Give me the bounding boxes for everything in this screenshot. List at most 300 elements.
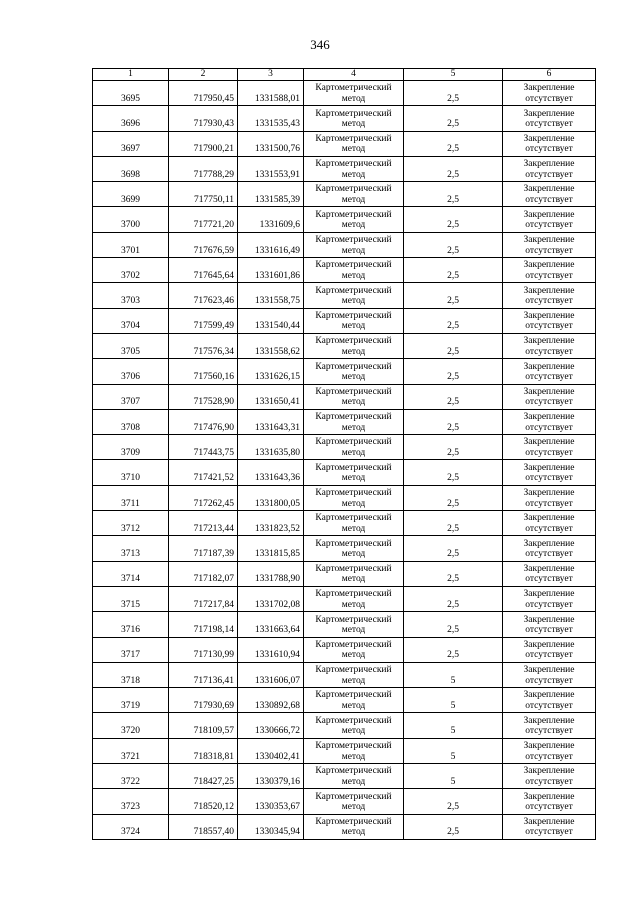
table-row: [93, 131, 596, 156]
fixing-cell: [503, 435, 596, 460]
y-coordinate-cell: 1331800,05: [238, 485, 304, 510]
fixing-line: Закрепление: [523, 260, 575, 271]
y-coordinate-cell: 1331643,31: [238, 409, 304, 434]
method-line: метод: [341, 473, 366, 484]
fixing-line: отсутствует: [525, 473, 573, 484]
fixing-cell: [503, 612, 596, 637]
table-row: [93, 81, 596, 106]
point-number-cell: 3720: [93, 713, 169, 738]
y-coordinate-cell: 1331626,15: [238, 359, 304, 384]
fixing-cell: [503, 333, 596, 358]
x-coordinate-cell: 717750,11: [169, 182, 238, 207]
method-line: метод: [341, 625, 366, 636]
method-cell: [304, 561, 404, 586]
fixing-line: отсутствует: [525, 726, 573, 737]
x-coordinate-cell: 717676,59: [169, 232, 238, 257]
method-line: метод: [341, 119, 366, 130]
accuracy-cell: 2,5: [404, 182, 503, 207]
accuracy-cell: 2,5: [404, 586, 503, 611]
x-coordinate-cell: 718318,81: [169, 738, 238, 763]
method-line: метод: [341, 574, 366, 585]
y-coordinate-cell: 1331635,80: [238, 435, 304, 460]
point-number-cell: 3703: [93, 283, 169, 308]
method-line: Картометрический: [315, 715, 392, 726]
fixing-cell: [503, 738, 596, 763]
x-coordinate-cell: 717560,16: [169, 359, 238, 384]
y-coordinate-cell: 1331610,94: [238, 637, 304, 662]
method-line: метод: [341, 827, 366, 838]
fixing-line: отсутствует: [525, 802, 573, 813]
column-header: 4: [304, 69, 404, 81]
method-line: метод: [341, 523, 366, 534]
fixing-line: Закрепление: [523, 133, 575, 144]
point-number-cell: 3724: [93, 814, 169, 839]
method-line: метод: [341, 599, 366, 610]
table-row: [93, 435, 596, 460]
fixing-cell: [503, 460, 596, 485]
column-header: 2: [169, 69, 238, 81]
table-row: [93, 612, 596, 637]
method-line: метод: [341, 169, 366, 180]
point-number-cell: 3716: [93, 612, 169, 637]
x-coordinate-cell: 717950,45: [169, 81, 238, 106]
fixing-line: отсутствует: [525, 372, 573, 383]
method-line: метод: [341, 220, 366, 231]
point-number-cell: 3708: [93, 409, 169, 434]
y-coordinate-cell: 1331500,76: [238, 131, 304, 156]
table-row: [93, 359, 596, 384]
fixing-line: отсутствует: [525, 321, 573, 332]
accuracy-cell: 5: [404, 713, 503, 738]
table-row: [93, 384, 596, 409]
point-number-cell: 3719: [93, 688, 169, 713]
y-coordinate-cell: 1331788,90: [238, 561, 304, 586]
accuracy-cell: 5: [404, 662, 503, 687]
fixing-line: Закрепление: [523, 412, 575, 423]
x-coordinate-cell: 717262,45: [169, 485, 238, 510]
y-coordinate-cell: 1331609,6: [238, 207, 304, 232]
method-cell: [304, 106, 404, 131]
fixing-cell: [503, 359, 596, 384]
fixing-line: Закрепление: [523, 741, 575, 752]
fixing-cell: [503, 384, 596, 409]
method-line: Картометрический: [315, 386, 392, 397]
point-number-cell: 3707: [93, 384, 169, 409]
x-coordinate-cell: 717182,07: [169, 561, 238, 586]
y-coordinate-cell: 1331823,52: [238, 511, 304, 536]
fixing-line: отсутствует: [525, 523, 573, 534]
x-coordinate-cell: 717645,64: [169, 258, 238, 283]
method-line: метод: [341, 296, 366, 307]
y-coordinate-cell: 1330666,72: [238, 713, 304, 738]
accuracy-cell: 2,5: [404, 81, 503, 106]
accuracy-cell: 2,5: [404, 561, 503, 586]
method-line: метод: [341, 675, 366, 686]
fixing-line: отсутствует: [525, 194, 573, 205]
fixing-line: отсутствует: [525, 245, 573, 256]
method-cell: [304, 662, 404, 687]
fixing-line: отсутствует: [525, 827, 573, 838]
fixing-cell: [503, 283, 596, 308]
fixing-line: отсутствует: [525, 625, 573, 636]
point-number-cell: 3715: [93, 586, 169, 611]
table-body: [93, 81, 596, 840]
fixing-cell: [503, 182, 596, 207]
method-line: метод: [341, 321, 366, 332]
x-coordinate-cell: 717213,44: [169, 511, 238, 536]
point-number-cell: 3714: [93, 561, 169, 586]
method-cell: [304, 384, 404, 409]
x-coordinate-cell: 717443,75: [169, 435, 238, 460]
point-number-cell: 3721: [93, 738, 169, 763]
y-coordinate-cell: 1331558,75: [238, 283, 304, 308]
table-row: [93, 814, 596, 839]
fixing-cell: [503, 207, 596, 232]
point-number-cell: 3696: [93, 106, 169, 131]
column-header: 1: [93, 69, 169, 81]
accuracy-cell: 2,5: [404, 789, 503, 814]
method-line: Картометрический: [315, 690, 392, 701]
fixing-line: Закрепление: [523, 336, 575, 347]
fixing-line: отсутствует: [525, 169, 573, 180]
method-cell: [304, 283, 404, 308]
accuracy-cell: 5: [404, 764, 503, 789]
method-cell: [304, 131, 404, 156]
accuracy-cell: 2,5: [404, 308, 503, 333]
fixing-cell: [503, 713, 596, 738]
point-number-cell: 3723: [93, 789, 169, 814]
y-coordinate-cell: 1331606,07: [238, 662, 304, 687]
y-coordinate-cell: 1331535,43: [238, 106, 304, 131]
method-cell: [304, 764, 404, 789]
method-line: Картометрический: [315, 361, 392, 372]
fixing-line: Закрепление: [523, 639, 575, 650]
x-coordinate-cell: 717136,41: [169, 662, 238, 687]
table-row: [93, 789, 596, 814]
y-coordinate-cell: 1331663,64: [238, 612, 304, 637]
y-coordinate-cell: 1330345,94: [238, 814, 304, 839]
x-coordinate-cell: 717576,34: [169, 333, 238, 358]
y-coordinate-cell: 1331558,62: [238, 333, 304, 358]
fixing-line: Закрепление: [523, 816, 575, 827]
method-cell: [304, 713, 404, 738]
column-header: 5: [404, 69, 503, 81]
y-coordinate-cell: 1331643,36: [238, 460, 304, 485]
fixing-line: отсутствует: [525, 549, 573, 560]
table-row: [93, 536, 596, 561]
point-number-cell: 3709: [93, 435, 169, 460]
fixing-line: Закрепление: [523, 209, 575, 220]
coordinates-table: [92, 68, 596, 840]
fixing-line: отсутствует: [525, 346, 573, 357]
x-coordinate-cell: 717900,21: [169, 131, 238, 156]
method-cell: [304, 460, 404, 485]
method-line: Картометрический: [315, 614, 392, 625]
accuracy-cell: 2,5: [404, 511, 503, 536]
method-cell: [304, 182, 404, 207]
fixing-cell: [503, 561, 596, 586]
table-row: [93, 637, 596, 662]
fixing-line: отсутствует: [525, 119, 573, 130]
fixing-line: Закрепление: [523, 665, 575, 676]
fixing-line: отсутствует: [525, 700, 573, 711]
y-coordinate-cell: 1331650,41: [238, 384, 304, 409]
method-line: метод: [341, 751, 366, 762]
method-line: метод: [341, 447, 366, 458]
y-coordinate-cell: 1331588,01: [238, 81, 304, 106]
fixing-cell: [503, 586, 596, 611]
method-line: Картометрический: [315, 766, 392, 777]
accuracy-cell: 2,5: [404, 131, 503, 156]
fixing-cell: [503, 764, 596, 789]
method-cell: [304, 586, 404, 611]
table-row: [93, 764, 596, 789]
y-coordinate-cell: 1331702,08: [238, 586, 304, 611]
accuracy-cell: 2,5: [404, 409, 503, 434]
method-line: Картометрический: [315, 310, 392, 321]
y-coordinate-cell: 1331585,39: [238, 182, 304, 207]
fixing-cell: [503, 662, 596, 687]
method-line: метод: [341, 144, 366, 155]
fixing-line: Закрепление: [523, 83, 575, 94]
method-cell: [304, 81, 404, 106]
method-line: Картометрический: [315, 108, 392, 119]
fixing-line: отсутствует: [525, 599, 573, 610]
method-line: Картометрический: [315, 285, 392, 296]
table-row: [93, 106, 596, 131]
accuracy-cell: 2,5: [404, 435, 503, 460]
method-line: Картометрический: [315, 336, 392, 347]
method-line: метод: [341, 194, 366, 205]
fixing-line: Закрепление: [523, 310, 575, 321]
x-coordinate-cell: 718520,12: [169, 789, 238, 814]
y-coordinate-cell: 1331616,49: [238, 232, 304, 257]
x-coordinate-cell: 718557,40: [169, 814, 238, 839]
fixing-line: Закрепление: [523, 285, 575, 296]
accuracy-cell: 2,5: [404, 156, 503, 181]
fixing-line: Закрепление: [523, 386, 575, 397]
column-header: 6: [503, 69, 596, 81]
method-line: Картометрический: [315, 589, 392, 600]
method-line: Картометрический: [315, 462, 392, 473]
table-row: [93, 511, 596, 536]
method-line: метод: [341, 397, 366, 408]
point-number-cell: 3711: [93, 485, 169, 510]
point-number-cell: 3706: [93, 359, 169, 384]
y-coordinate-cell: 1331553,91: [238, 156, 304, 181]
method-cell: [304, 156, 404, 181]
method-line: метод: [341, 700, 366, 711]
table-row: [93, 738, 596, 763]
x-coordinate-cell: 717217,84: [169, 586, 238, 611]
point-number-cell: 3700: [93, 207, 169, 232]
fixing-line: Закрепление: [523, 462, 575, 473]
method-line: метод: [341, 726, 366, 737]
method-cell: [304, 435, 404, 460]
x-coordinate-cell: 718109,57: [169, 713, 238, 738]
accuracy-cell: 2,5: [404, 612, 503, 637]
fixing-line: Закрепление: [523, 513, 575, 524]
method-cell: [304, 359, 404, 384]
page-number: 346: [310, 37, 330, 52]
method-line: Картометрический: [315, 133, 392, 144]
method-line: метод: [341, 372, 366, 383]
table-row: [93, 207, 596, 232]
table-row: [93, 156, 596, 181]
fixing-line: Закрепление: [523, 614, 575, 625]
method-line: Картометрический: [315, 235, 392, 246]
method-line: Картометрический: [315, 816, 392, 827]
point-number-cell: 3702: [93, 258, 169, 283]
header-row: [93, 69, 596, 81]
x-coordinate-cell: 717476,90: [169, 409, 238, 434]
fixing-cell: [503, 485, 596, 510]
fixing-cell: [503, 814, 596, 839]
fixing-line: Закрепление: [523, 563, 575, 574]
x-coordinate-cell: 717528,90: [169, 384, 238, 409]
method-line: Картометрический: [315, 791, 392, 802]
fixing-line: отсутствует: [525, 93, 573, 104]
accuracy-cell: 2,5: [404, 460, 503, 485]
method-line: метод: [341, 245, 366, 256]
fixing-cell: [503, 409, 596, 434]
fixing-cell: [503, 131, 596, 156]
method-cell: [304, 612, 404, 637]
method-cell: [304, 333, 404, 358]
fixing-line: Закрепление: [523, 437, 575, 448]
x-coordinate-cell: 717721,20: [169, 207, 238, 232]
fixing-line: Закрепление: [523, 791, 575, 802]
method-line: Картометрический: [315, 159, 392, 170]
accuracy-cell: 5: [404, 688, 503, 713]
y-coordinate-cell: 1331815,85: [238, 536, 304, 561]
method-cell: [304, 511, 404, 536]
method-cell: [304, 232, 404, 257]
point-number-cell: 3718: [93, 662, 169, 687]
fixing-line: Закрепление: [523, 488, 575, 499]
x-coordinate-cell: 718427,25: [169, 764, 238, 789]
method-cell: [304, 814, 404, 839]
column-header: 3: [238, 69, 304, 81]
method-cell: [304, 738, 404, 763]
x-coordinate-cell: 717623,46: [169, 283, 238, 308]
method-cell: [304, 688, 404, 713]
fixing-line: отсутствует: [525, 447, 573, 458]
fixing-cell: [503, 258, 596, 283]
fixing-line: отсутствует: [525, 422, 573, 433]
method-cell: [304, 637, 404, 662]
method-line: Картометрический: [315, 665, 392, 676]
fixing-line: Закрепление: [523, 159, 575, 170]
x-coordinate-cell: 717187,39: [169, 536, 238, 561]
fixing-line: отсутствует: [525, 296, 573, 307]
fixing-cell: [503, 637, 596, 662]
method-line: Картометрический: [315, 538, 392, 549]
accuracy-cell: 2,5: [404, 384, 503, 409]
fixing-line: Закрепление: [523, 361, 575, 372]
method-line: Картометрический: [315, 209, 392, 220]
method-line: Картометрический: [315, 488, 392, 499]
accuracy-cell: 2,5: [404, 232, 503, 257]
point-number-cell: 3705: [93, 333, 169, 358]
method-cell: [304, 258, 404, 283]
fixing-cell: [503, 81, 596, 106]
method-line: метод: [341, 270, 366, 281]
method-line: Картометрический: [315, 563, 392, 574]
point-number-cell: 3695: [93, 81, 169, 106]
fixing-line: Закрепление: [523, 715, 575, 726]
fixing-line: Закрепление: [523, 184, 575, 195]
method-line: метод: [341, 93, 366, 104]
point-number-cell: 3722: [93, 764, 169, 789]
accuracy-cell: 2,5: [404, 637, 503, 662]
fixing-line: отсутствует: [525, 220, 573, 231]
table-row: [93, 561, 596, 586]
fixing-line: отсутствует: [525, 751, 573, 762]
x-coordinate-cell: 717130,99: [169, 637, 238, 662]
fixing-cell: [503, 511, 596, 536]
table-row: [93, 688, 596, 713]
method-line: Картометрический: [315, 184, 392, 195]
fixing-line: отсутствует: [525, 144, 573, 155]
point-number-cell: 3697: [93, 131, 169, 156]
table-row: [93, 409, 596, 434]
method-line: Картометрический: [315, 513, 392, 524]
point-number-cell: 3704: [93, 308, 169, 333]
table-row: [93, 333, 596, 358]
y-coordinate-cell: 1330353,67: [238, 789, 304, 814]
fixing-line: Закрепление: [523, 235, 575, 246]
method-line: метод: [341, 498, 366, 509]
fixing-cell: [503, 308, 596, 333]
point-number-cell: 3698: [93, 156, 169, 181]
method-line: метод: [341, 776, 366, 787]
x-coordinate-cell: 717198,14: [169, 612, 238, 637]
fixing-line: отсутствует: [525, 270, 573, 281]
fixing-line: Закрепление: [523, 690, 575, 701]
y-coordinate-cell: 1331601,86: [238, 258, 304, 283]
point-number-cell: 3701: [93, 232, 169, 257]
method-cell: [304, 485, 404, 510]
fixing-cell: [503, 536, 596, 561]
y-coordinate-cell: 1330892,68: [238, 688, 304, 713]
point-number-cell: 3712: [93, 511, 169, 536]
fixing-line: отсутствует: [525, 650, 573, 661]
accuracy-cell: 2,5: [404, 359, 503, 384]
accuracy-cell: 2,5: [404, 283, 503, 308]
fixing-line: Закрепление: [523, 766, 575, 777]
method-cell: [304, 207, 404, 232]
fixing-line: Закрепление: [523, 108, 575, 119]
accuracy-cell: 2,5: [404, 106, 503, 131]
table-row: [93, 485, 596, 510]
table-row: [93, 258, 596, 283]
accuracy-cell: 2,5: [404, 333, 503, 358]
fixing-cell: [503, 106, 596, 131]
accuracy-cell: 2,5: [404, 485, 503, 510]
method-line: метод: [341, 650, 366, 661]
point-number-cell: 3710: [93, 460, 169, 485]
y-coordinate-cell: 1331540,44: [238, 308, 304, 333]
fixing-line: отсутствует: [525, 498, 573, 509]
table-row: [93, 460, 596, 485]
table-row: [93, 713, 596, 738]
x-coordinate-cell: 717930,43: [169, 106, 238, 131]
table-row: [93, 182, 596, 207]
fixing-cell: [503, 789, 596, 814]
x-coordinate-cell: 717930,69: [169, 688, 238, 713]
y-coordinate-cell: 1330402,41: [238, 738, 304, 763]
